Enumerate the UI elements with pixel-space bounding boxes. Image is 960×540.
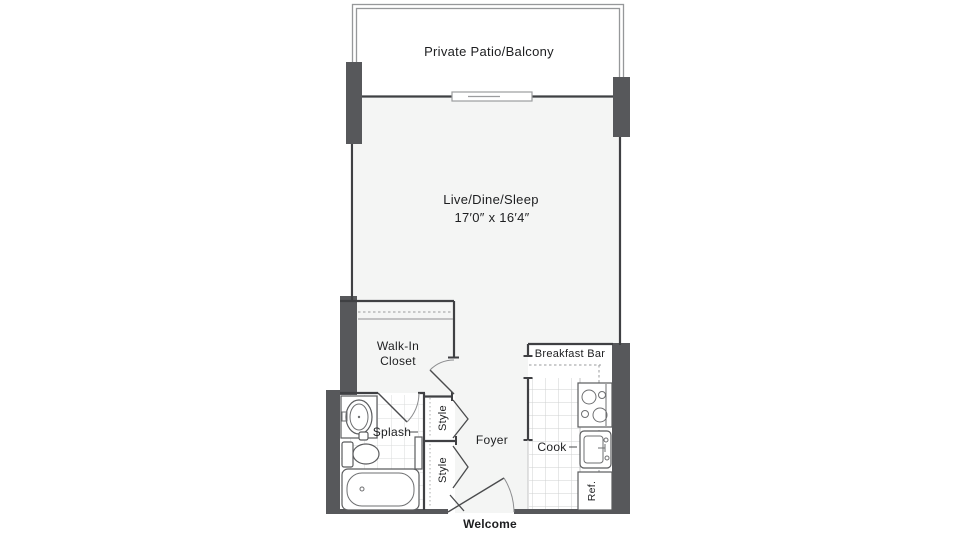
bathroom-west-wall [326, 390, 340, 514]
entry-welcome-label: Welcome [463, 517, 517, 531]
refrigerator-label: Ref. [586, 480, 598, 502]
kitchen-east-wall [612, 343, 630, 514]
style-bottom-label: Style [437, 457, 449, 483]
left-column [346, 62, 362, 144]
bathroom-mirror [415, 437, 422, 469]
living-dimensions: 17′0″ x 16′4″ [454, 210, 530, 225]
style-top-label: Style [437, 405, 449, 431]
balcony [353, 5, 624, 97]
sliding-door [452, 92, 532, 101]
bathroom-label: Splash [372, 425, 412, 439]
toilet-bowl [353, 444, 379, 464]
right-column [613, 77, 630, 137]
breakfast-bar-label: Breakfast Bar [534, 348, 606, 360]
closet-label-line1: Walk-In [376, 339, 420, 353]
foyer-label: Foyer [475, 433, 509, 447]
closet-label-line2: Closet [380, 354, 416, 368]
floor-areas [340, 97, 620, 513]
kitchen-label: Cook [537, 440, 567, 454]
foyer [476, 433, 508, 447]
foyer-floor [455, 345, 528, 513]
closet-west-wall [340, 296, 357, 395]
toilet-paper-holder [359, 432, 368, 440]
living-label: Live/Dine/Sleep [443, 192, 539, 207]
balcony-label: Private Patio/Balcony [424, 44, 554, 59]
toilet-tank [342, 442, 353, 467]
sink-drain [358, 416, 360, 418]
